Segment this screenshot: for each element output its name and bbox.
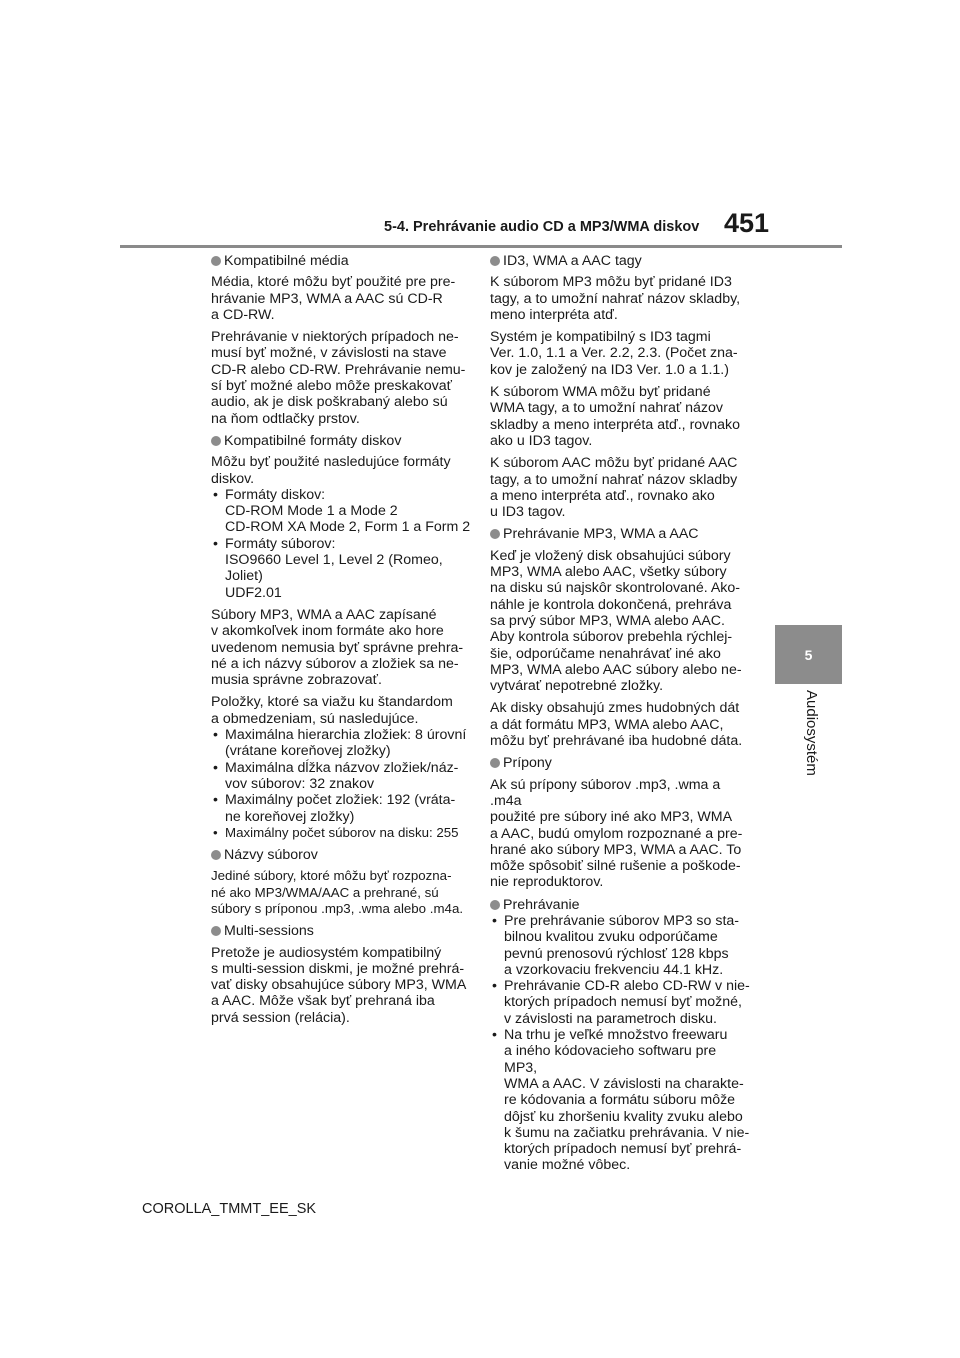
section-compatible-media xyxy=(211,253,473,427)
format-list xyxy=(211,487,473,601)
section-heading xyxy=(490,755,752,771)
list-item: • Maximálna hierarchia zložiek: 8 úrovní (vrátane koreňovej zložky) xyxy=(211,727,473,760)
section-heading xyxy=(211,923,473,939)
paragraph: Pretože je audiosystém kompatibilný s multi-session diskmi, je možné prehrá- vať disky obsahujúce súbory MP3, WMA a AAC. Môže však byť prehraná iba prvá session (relácia). xyxy=(211,944,467,1026)
list-item: • Maximálny počet zložiek: 192 (vráta- ne koreňovej zložky) xyxy=(211,792,473,825)
list-item: • Maximálny počet súborov na disku: 255 xyxy=(211,825,473,841)
list-item: • Formáty súborov: ISO9660 Level 1, Level 2 (Romeo, Joliet) UDF2.01 xyxy=(211,536,473,601)
section-heading xyxy=(490,253,752,269)
bullet-dot-icon xyxy=(211,256,221,266)
paragraph: Položky, ktoré sa viažu ku štandardom a obmedzeniam, sú nasledujúce. xyxy=(211,694,453,727)
heading-text: Multi-sessions xyxy=(224,923,314,940)
section-heading xyxy=(211,253,473,269)
heading-text: Prehrávanie xyxy=(503,896,580,913)
paragraph: Keď je vložený disk obsahujúci súbory MP3, WMA alebo AAC, všetky súbory na disku sú najskôr skontrolované. Ako- náhle je kontrola dokončená, prehráva sa prvý súbor MP3, WMA alebo AAC. Aby kontrola súborov prebehla rýchlej- šie, odporúčame nenahrávať iné ako MP3, WMA alebo AAC súbory alebo ne- vytvárať nepotrebné zložky. xyxy=(490,547,742,695)
list-item: • Prehrávanie CD-R alebo CD-RW v nie- ktorých prípadoch nemusí byť možné, v závislosti na parametroch disku. xyxy=(490,978,752,1027)
bullet-dot-icon xyxy=(211,436,221,446)
limits-list xyxy=(211,727,473,841)
paragraph: Ak sú prípony súborov .mp3, .wma a .m4a použité pre súbory iné ako MP3, WMA a AAC, budú omylom rozpoznané a pre- hrané ako súbory MP3, WMA a AAC. To môže spôsobiť silné rušenie a poškode- nie reproduktorov. xyxy=(490,776,743,891)
section-heading xyxy=(490,897,752,913)
paragraph: Môžu byť použité nasledujúce formáty diskov. xyxy=(211,454,451,487)
paragraph: K súborom MP3 môžu byť pridané ID3 tagy, a to umožní nahrať názov skladby, meno interpréta atď. xyxy=(490,274,741,323)
heading-text: Prípony xyxy=(503,755,552,772)
heading-text: Kompatibilné formáty diskov xyxy=(224,432,402,449)
list-item: • Maximálna dĺžka názvov zložiek/náz- vov súborov: 32 znakov xyxy=(211,760,473,793)
chapter-tab xyxy=(775,625,842,684)
heading-text: Názvy súborov xyxy=(224,847,318,864)
bullet-dot-icon xyxy=(211,850,221,860)
list-item: • Na trhu je veľké množstvo freewaru a iného kódovacieho softwaru pre MP3, WMA a AAC. V závislosti na charakte- re kódovania a formátu súboru môže dôjsť ku zhoršeniu kvality zvuku alebo k šumu na začiatku prehrávania. V nie- ktorých prípadoch nemusí byť prehrá- vanie možné vôbec. xyxy=(490,1027,752,1174)
bullet-dot-icon xyxy=(490,900,500,910)
section-file-names xyxy=(211,847,473,917)
paragraph: Média, ktoré môžu byť použité pre pre- hrávanie MP3, WMA a AAC sú CD-R a CD-RW. xyxy=(211,274,456,323)
left-column xyxy=(211,253,473,1032)
section-extensions xyxy=(490,755,752,890)
chapter-label: Audiosystém xyxy=(803,690,820,776)
section-heading xyxy=(211,847,473,863)
heading-text: ID3, WMA a AAC tagy xyxy=(503,253,642,269)
list-item: • Pre prehrávanie súborov MP3 so sta- bilnou kvalitou zvuku odporúčame pevnú prenosovú rýchlosť 128 kbps a vzorkovaciu frekvenciu 44.1 kHz. xyxy=(490,913,752,978)
paragraph: Jediné súbory, ktoré môžu byť rozpozna- né ako MP3/WMA/AAC a prehrané, sú súbory s príponou .mp3, .wma alebo .m4a. xyxy=(211,868,464,916)
right-column xyxy=(490,253,752,1180)
section-title: 5-4. Prehrávanie audio CD a MP3/WMA diskov xyxy=(384,219,700,235)
playback-list xyxy=(490,913,752,1174)
paragraph: Ak disky obsahujú zmes hudobných dát a dát formátu MP3, WMA alebo AAC, môžu byť prehrávané iba hudobné dáta. xyxy=(490,700,743,750)
paragraph: Súbory MP3, WMA a AAC zapísané v akomkoľvek inom formáte ako hore uvedenom nemusia byť správne prehra- né a ich názvy súborov a zložiek sa ne- musia správne zobrazovať. xyxy=(211,606,464,689)
section-heading xyxy=(211,433,473,449)
section-playback xyxy=(490,897,752,1174)
section-multi-sessions xyxy=(211,923,473,1026)
heading-text: Prehrávanie MP3, WMA a AAC xyxy=(503,526,699,543)
header-divider xyxy=(120,245,842,248)
section-tags xyxy=(490,253,752,520)
bullet-dot-icon xyxy=(490,529,500,539)
list-item: • Formáty diskov: CD-ROM Mode 1 a Mode 2 CD-ROM XA Mode 2, Form 1 a Form 2 xyxy=(211,487,473,536)
paragraph: Systém je kompatibilný s ID3 tagmi Ver. 1.0, 1.1 a Ver. 2.2, 2.3. (Počet zna- kov je založený na ID3 Ver. 1.0 a 1.1.) xyxy=(490,329,738,378)
bullet-dot-icon xyxy=(490,256,500,266)
bullet-dot-icon xyxy=(490,758,500,768)
bullet-dot-icon xyxy=(211,926,221,936)
page-number: 451 xyxy=(724,208,770,238)
paragraph: K súborom AAC môžu byť pridané AAC tagy, a to umožní nahrať názov skladby a meno interpréta atď., rovnako ako u ID3 tagov. xyxy=(490,455,738,521)
section-compatible-formats xyxy=(211,433,473,841)
paragraph: Prehrávanie v niektorých prípadoch ne- musí byť možné, v závislosti na stave CD-R alebo CD-RW. Prehrávanie nemu- sí byť možné alebo môže preskakovať audio, ak je disk poškrabaný alebo sú na ňom odtlačky prstov. xyxy=(211,329,466,427)
paragraph: K súborom WMA môžu byť pridané WMA tagy, a to umožní nahrať názov skladby a meno interpréta atď., rovnako ako u ID3 tagov. xyxy=(490,384,741,449)
heading-text: Kompatibilné média xyxy=(224,253,349,269)
section-playback-mp3 xyxy=(490,526,752,749)
section-heading xyxy=(490,526,752,542)
document-code: COROLLA_TMMT_EE_SK xyxy=(142,1201,317,1217)
chapter-number: 5 xyxy=(804,646,813,663)
